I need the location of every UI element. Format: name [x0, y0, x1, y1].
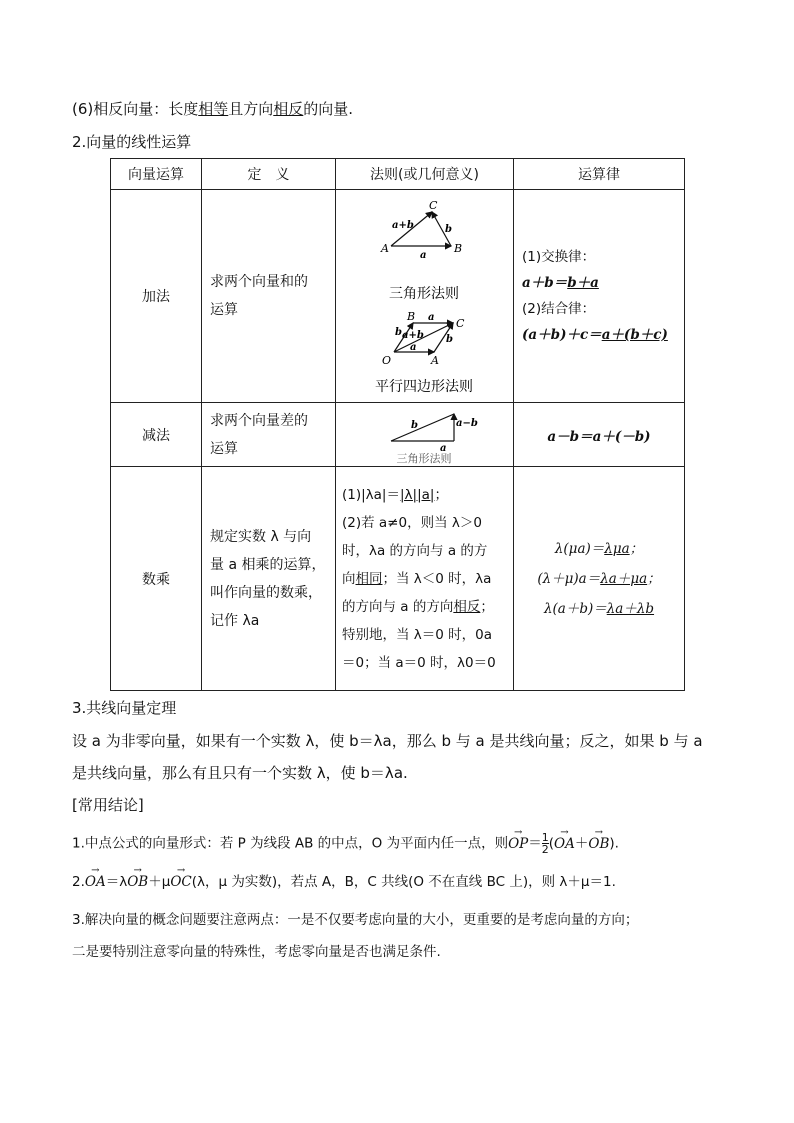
associative-law: [514, 322, 684, 348]
tri-label-a: a: [420, 250, 427, 261]
scalar-definition: [202, 467, 336, 691]
sub-label-diff: a−b: [456, 417, 478, 429]
law1-pre: λ(μa)＝: [554, 540, 605, 557]
c1-vector-op: → OP: [508, 834, 528, 854]
addition-def-line2: 运算: [210, 302, 238, 318]
commutative-right: b＋a: [567, 275, 599, 291]
rule2-line5: 特别地，当 λ＝0 时，0a: [342, 626, 493, 643]
header-rule: 法则(或几何意义): [336, 159, 514, 190]
commutative-law: [514, 270, 684, 296]
sub-caption: 三角形法则: [396, 451, 452, 465]
intro-underline-equal: 相等: [198, 100, 229, 118]
addition-name: 加法: [111, 190, 202, 403]
rule1-underline: |λ||a|: [399, 486, 435, 503]
law2-end: ；: [647, 570, 661, 587]
intro-text-mid: 且方向: [228, 100, 274, 118]
c1-denominator: 2: [541, 843, 549, 856]
rule2-line3-end: ；当 λ＜0 时，λa: [382, 570, 492, 587]
header-laws: 运算律: [514, 159, 685, 190]
addition-rule: [336, 190, 514, 403]
rule2-line4-end: ；: [480, 598, 494, 615]
sub-vector-b: [391, 414, 454, 441]
c2-eq: ＝λ: [105, 874, 128, 890]
c2-pre: 2.: [72, 874, 85, 890]
section-2-title: 2.向量的线性运算: [72, 133, 192, 151]
c1-text: 1.中点公式的向量形式：若 P 为线段 AB 的中点，O 为平面内任一点，则: [72, 835, 509, 852]
law3-pre: λ(a＋b)＝: [543, 600, 607, 617]
c2-vector-oc: → OC: [170, 872, 191, 892]
addition-def-line1: 求两个向量和的: [210, 274, 308, 290]
subtraction-definition: [202, 403, 336, 467]
conclusions-title: [常用结论]: [72, 796, 144, 814]
table-row-scalar: [111, 467, 685, 691]
intro-text: (6)相反向量：长度: [72, 100, 199, 118]
rule2-opposite-direction: 相反: [453, 598, 481, 615]
para-label-a-point: A: [431, 354, 439, 367]
para-label-o-point: O: [382, 354, 392, 367]
intro-underline-opposite: 相反: [273, 100, 304, 118]
associative-left: (a＋b)＋c＝: [522, 327, 602, 343]
scalar-def-line2: 量 a 相乘的运算，: [210, 556, 326, 573]
parallelogram-rule-diagram: [382, 310, 465, 367]
intro-line: [72, 99, 353, 119]
theorem-line-1: 设 a 为非零向量，如果有一个实数 λ，使 b＝λa，那么 b 与 a 是共线向量；反之，如果 b 与 a: [72, 732, 703, 750]
scalar-law-3: [514, 594, 684, 624]
scalar-rule: [336, 467, 514, 691]
addition-definition: [202, 190, 336, 403]
scalar-rule-1: [342, 481, 507, 509]
addition-diagrams: [336, 190, 513, 402]
law2-underline: λa＋μa: [600, 570, 648, 587]
tri-label-sum: a+b: [392, 220, 414, 231]
header-definition: 定 义: [202, 159, 336, 190]
c2-vector-ob: → OB: [127, 872, 148, 892]
para-label-c-point: C: [456, 317, 465, 330]
scalar-law-1: [514, 534, 684, 564]
sub-label-b: b: [411, 419, 418, 431]
c1-eq: ＝: [528, 835, 542, 852]
commutative-left: a＋b＝: [522, 275, 568, 291]
law2-pre: (λ＋μ)a＝: [537, 570, 601, 587]
scalar-laws: [514, 467, 685, 691]
subtraction-law-text: a－b＝a＋(－b): [547, 428, 651, 445]
c1-open: (: [548, 835, 555, 852]
rule2-line3-pre: 向: [342, 570, 356, 587]
conclusion-2: [72, 872, 616, 892]
law1-underline: λμa: [604, 540, 630, 557]
scalar-def-line4: 记作 λa: [210, 612, 260, 629]
c2-plus: ＋μ: [148, 874, 171, 890]
para-label-b-point: B: [407, 310, 416, 323]
c1-close: ).: [609, 835, 619, 852]
rule2-same-direction: 相同: [355, 570, 383, 587]
tri-label-c: C: [429, 199, 438, 212]
rule2-line3: [342, 565, 507, 593]
para-label-sum: a+b: [402, 330, 424, 341]
tri-label-b-point: B: [454, 242, 463, 255]
addition-laws: [514, 190, 685, 403]
c1-vector-ob: → OB: [588, 834, 609, 854]
para-label-b-left: b: [395, 327, 402, 338]
vector-operations-table: [110, 158, 685, 691]
para-label-a-bottom: a: [410, 342, 417, 353]
rule1-end: ；: [434, 486, 448, 503]
c1-plus: ＋: [574, 835, 589, 852]
subtraction-def-line2: 运算: [210, 440, 238, 457]
c2-vector-oa: → OA: [85, 872, 106, 892]
c2-text: (λ，μ 为实数)，若点 A，B，C 共线(O 不在直线 BC 上)，则 λ＋μ＝1.: [191, 874, 616, 890]
scalar-def-line1: 规定实数 λ 与向: [210, 528, 312, 545]
associative-title: (2)结合律：: [522, 301, 596, 317]
para-caption: 平行四边形法则: [375, 379, 473, 395]
subtraction-rule: [336, 403, 514, 467]
scalar-name: 数乘: [111, 467, 202, 691]
sub-label-a: a: [440, 442, 447, 454]
subtraction-def-line1: 求两个向量差的: [210, 412, 308, 429]
rule2-line1: (2)若 a≠0，则当 λ＞0: [342, 514, 482, 531]
theorem-line-2: 是共线向量，那么有且只有一个实数 λ，使 b＝λa.: [72, 764, 408, 782]
intro-text-end: 的向量.: [303, 100, 354, 118]
table-row-addition: [111, 190, 685, 403]
tri-label-a-point: A: [381, 242, 389, 255]
subtraction-diagram: [336, 404, 513, 466]
c1-vector-oa: → OA: [554, 834, 575, 854]
triangle-rule-diagram: [380, 199, 462, 261]
para-label-b-right: b: [446, 334, 453, 345]
para-label-a-top: a: [428, 312, 435, 323]
commutative-title: (1)交换律：: [522, 249, 596, 265]
conclusion-3-line-2: 二是要特别注意零向量的特殊性，考虑零向量是否也满足条件.: [72, 944, 441, 960]
header-operation: 向量运算: [111, 159, 202, 190]
conclusion-1: [72, 832, 619, 855]
rule1-pre: (1)|λa|＝: [342, 486, 400, 503]
subtraction-law: [514, 403, 685, 467]
rule2-line4: [342, 593, 507, 621]
table-header-row: [111, 159, 685, 190]
tri-label-b: b: [445, 224, 452, 235]
table-row-subtraction: [111, 403, 685, 467]
rule2-line2: 时，λa 的方向与 a 的方: [342, 542, 488, 559]
subtraction-triangle: [391, 414, 478, 454]
conclusion-3-line-1: 3.解决向量的概念问题要注意两点：一是不仅要考虑向量的大小，更重要的是考虑向量的方向；: [72, 912, 639, 928]
section-3-title: 3.共线向量定理: [72, 699, 177, 717]
law1-end: ；: [629, 540, 644, 557]
law3-underline: λa＋λb: [606, 600, 655, 617]
subtraction-name: 减法: [111, 403, 202, 467]
c1-numerator: 1: [541, 831, 549, 844]
tri-caption: 三角形法则: [389, 286, 459, 302]
c1-fraction: [542, 832, 549, 855]
associative-right: a＋(b＋c): [601, 327, 668, 343]
scalar-law-2: [514, 564, 684, 594]
rule2-line6: ＝0；当 a＝0 时，λ0＝0: [342, 654, 496, 671]
rule2-line4-pre: 的方向与 a 的方向: [342, 598, 454, 615]
scalar-def-line3: 叫作向量的数乘，: [210, 584, 322, 601]
